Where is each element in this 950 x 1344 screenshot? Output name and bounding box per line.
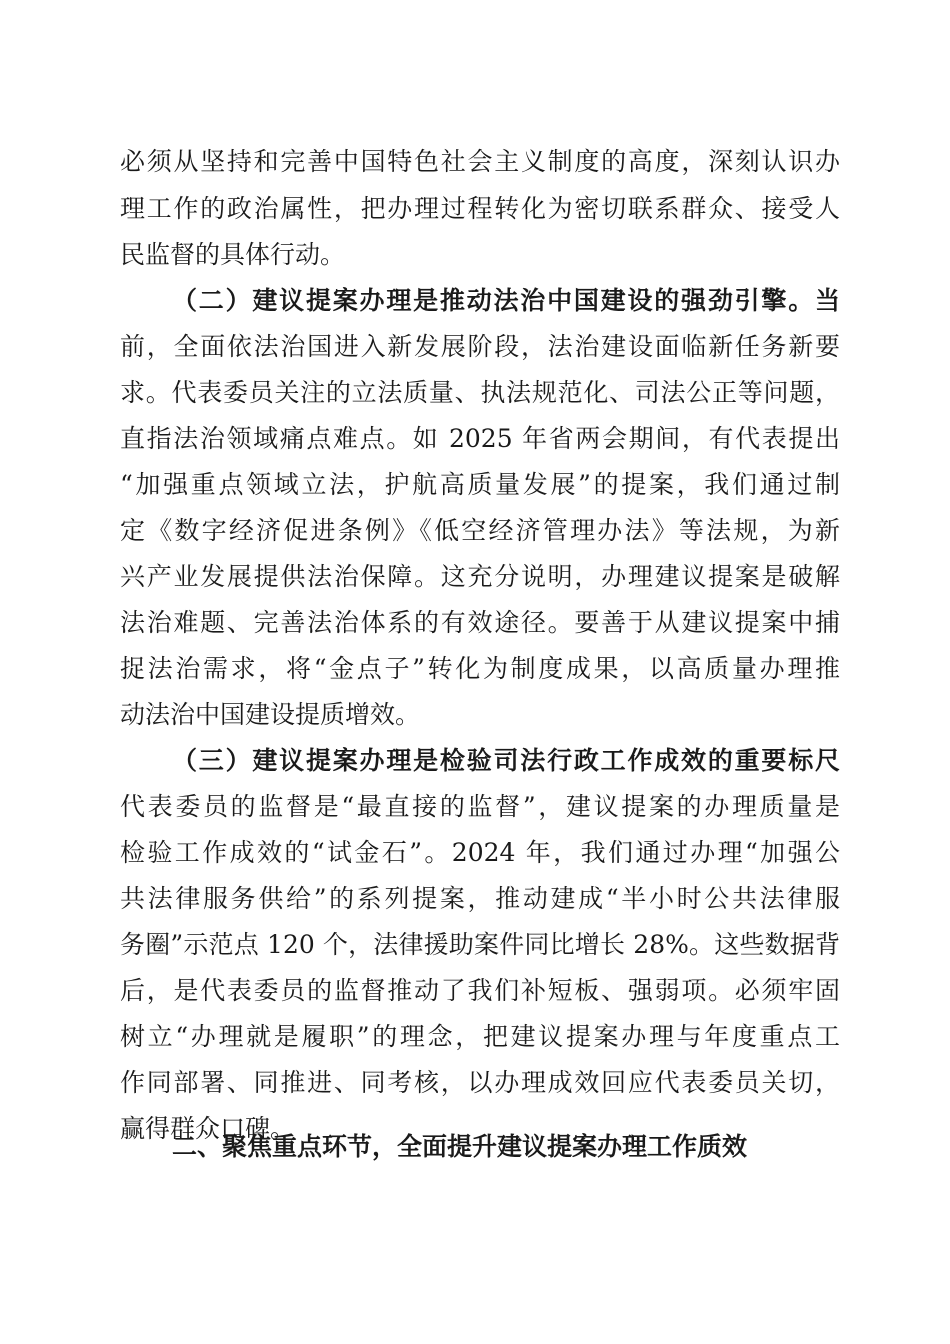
paragraph-line: 作同部署、同推进、同考核，以办理成效回应代表委员关切， — [120, 1068, 840, 1097]
paragraph-line: 赢得群众口碑。 — [120, 1114, 296, 1143]
paragraph-line: 前，全面依法治国进入新发展阶段，法治建设面临新任务新要 — [120, 332, 840, 361]
paragraph-line: 民监督的具体行动。 — [120, 240, 346, 269]
paragraph-line: 理工作的政治属性，把办理过程转化为密切联系群众、接受人 — [120, 194, 840, 223]
paragraph-line: 必须从坚持和完善中国特色社会主义制度的高度，深刻认识办 — [120, 147, 840, 176]
paragraph-line: 务圈”示范点 120 个，法律援助案件同比增长 28%。这些数据背 — [120, 930, 840, 959]
paragraph-line: 捉法治需求，将“金点子”转化为制度成果，以高质量办理推 — [120, 654, 840, 683]
paragraph-line: 求。代表委员关注的立法质量、执法规范化、司法公正等问题， — [120, 378, 840, 407]
paragraph-line: 树立“办理就是履职”的理念，把建议提案办理与年度重点工 — [120, 1022, 840, 1051]
paragraph-line: 兴产业发展提供法治保障。这充分说明，办理建议提案是破解 — [120, 562, 840, 591]
paragraph-line: 代表委员的监督是“最直接的监督”，建议提案的办理质量是 — [120, 792, 840, 821]
paragraph-line: 后，是代表委员的监督推动了我们补短板、强弱项。必须牢固 — [120, 976, 840, 1005]
paragraph-line: “加强重点领域立法，护航高质量发展”的提案，我们通过制 — [120, 470, 840, 499]
paragraph-line: 直指法治领域痛点难点。如 2025 年省两会期间，有代表提出 — [120, 424, 840, 453]
paragraph-line: 定《数字经济促进条例》《低空经济管理办法》等法规，为新 — [120, 516, 840, 545]
paragraph-line: 共法律服务供给”的系列提案，推动建成“半小时公共法律服 — [120, 884, 840, 913]
paragraph-line: 检验工作成效的“试金石”。2024 年，我们通过办理“加强公 — [120, 838, 840, 867]
section-subheading: （三）建议提案办理是检验司法行政工作成效的重要标尺 — [172, 746, 840, 775]
section-subheading: （二）建议提案办理是推动法治中国建设的强劲引擎。当 — [172, 286, 840, 315]
section-heading: 二、聚焦重点环节，全面提升建议提案办理工作质效 — [172, 1132, 748, 1161]
paragraph-line: 动法治中国建设提质增效。 — [120, 700, 421, 729]
paragraph-line: 法治难题、完善法治体系的有效途径。要善于从建议提案中捕 — [120, 608, 840, 637]
